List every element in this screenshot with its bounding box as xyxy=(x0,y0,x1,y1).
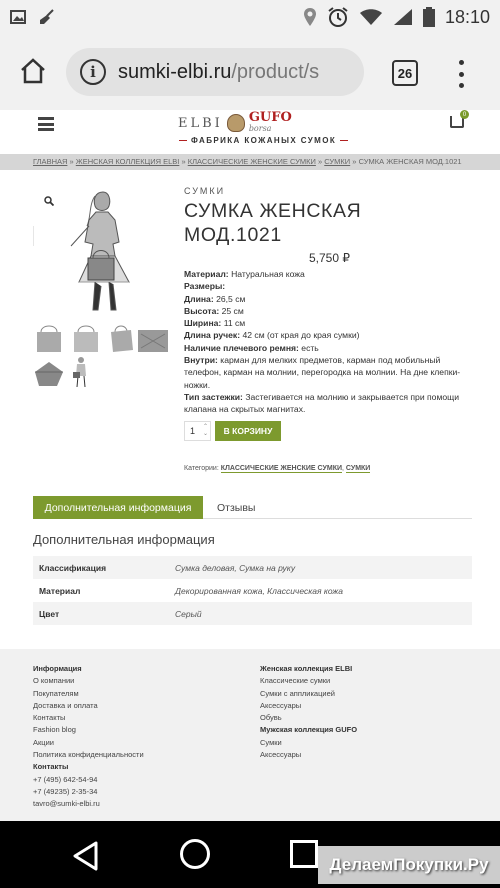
home-icon[interactable] xyxy=(18,56,48,86)
alarm-icon xyxy=(327,6,349,28)
breadcrumb-elbi[interactable]: ЖЕНСКАЯ КОЛЛЕКЦИЯ ELBI xyxy=(75,157,180,166)
table-row: Материал Декорированная кожа, Классическая кожа xyxy=(39,585,343,596)
footer-link[interactable]: Сумки xyxy=(260,737,282,747)
breadcrumb-bags[interactable]: СУМКИ xyxy=(324,157,351,166)
category-link-bags[interactable]: СУМКИ xyxy=(345,465,371,472)
wifi-icon xyxy=(359,8,383,26)
footer-link[interactable]: Сумки с аппликацией xyxy=(260,688,335,698)
thumbnail-2[interactable] xyxy=(70,322,102,354)
additional-info-title: Дополнительная информация xyxy=(33,532,215,547)
site-header xyxy=(0,110,500,154)
footer-link[interactable]: Контакты xyxy=(33,713,66,723)
quantity-stepper-icon[interactable]: ⌃ ⌄ xyxy=(202,424,208,437)
location-icon xyxy=(303,7,317,27)
table-row: Классификация Сумка деловая, Сумка на руку xyxy=(33,556,472,579)
add-to-cart-button[interactable]: В КОРЗИНУ xyxy=(215,421,281,441)
battery-icon xyxy=(423,7,435,27)
footer-email[interactable]: tavro@sumki-elbi.ru xyxy=(33,799,100,809)
recents-icon[interactable] xyxy=(290,840,318,868)
thumbnail-5[interactable] xyxy=(33,356,65,388)
product-title: СУМКА ЖЕНСКАЯ МОД.1021 xyxy=(184,200,362,246)
footer-link[interactable]: Политика конфиденциальности xyxy=(33,750,144,760)
thumbnail-1[interactable] xyxy=(33,322,65,354)
footer-col-collections: Женская коллекция ELBI Классические сумки Сумки с аппликацией Аксессуары Обувь Мужская коллекция GUFO Сумки Аксессуары xyxy=(260,663,357,761)
product-category: СУМКИ xyxy=(184,186,226,196)
thumbnail-6[interactable] xyxy=(70,356,92,388)
status-bar xyxy=(0,0,500,34)
owl-logo-icon xyxy=(227,114,245,132)
tab-reviews[interactable]: Отзывы xyxy=(217,501,256,514)
thumbnail-3[interactable] xyxy=(105,322,137,354)
address-bar[interactable] xyxy=(66,48,364,96)
footer-link[interactable]: Аксессуары xyxy=(260,700,302,710)
breadcrumb-current: СУМКА ЖЕНСКАЯ МОД.1021 xyxy=(358,157,462,166)
tab-additional-info[interactable]: Дополнительная информация xyxy=(33,496,203,519)
image-icon xyxy=(10,10,26,24)
footer-link[interactable]: Аксессуары xyxy=(260,750,302,760)
broom-icon xyxy=(38,8,56,26)
watermark: ДелаемПокупки.Ру xyxy=(318,846,500,884)
logo-elbi-text: ELBI xyxy=(178,115,223,131)
footer-link[interactable]: О компании xyxy=(33,676,75,686)
browser-toolbar xyxy=(0,34,500,110)
footer-link[interactable]: Fashion blog xyxy=(33,725,76,735)
footer-col-info: Информация О компании Покупателям Доставка и оплата Контакты Fashion blog Акции Политика конфиденциальности Контакты +7 (495) 642-54-94 +7 (49235) 2-35-34 tavro@sumki-elbi.ru xyxy=(33,663,144,811)
category-link-classic[interactable]: КЛАССИЧЕСКИЕ ЖЕНСКИЕ СУМКИ xyxy=(220,465,342,472)
status-time: 18:10 xyxy=(444,6,490,27)
product-description: Материал: Натуральная кожа Размеры: Длина: 26,5 см Высота: 25 см Ширина: 11 см Длина ручек: 42 см (от края до края сумки) Наличие плечевого ремня: есть Внутри: карман для мелких предметов, карман под мобильный телефон, карман на молнии, перегородка на молнии. На дне клепки-ножки. Тип застежки: Застегивается на молнию и закрывается при помощи клапана на скрытых магнитах. xyxy=(184,269,461,415)
logo-gufo xyxy=(249,112,292,134)
logo[interactable] xyxy=(178,112,292,134)
thumbnail-4[interactable] xyxy=(137,322,169,354)
hamburger-menu-icon[interactable] xyxy=(38,117,54,131)
logo-gufo-text: GUFO xyxy=(248,110,292,125)
footer-link[interactable]: Обувь xyxy=(260,713,282,723)
info-icon[interactable]: i xyxy=(80,59,106,85)
site-footer xyxy=(0,649,500,821)
tabs-button[interactable]: 26 xyxy=(392,60,418,86)
breadcrumb-classic[interactable]: КЛАССИЧЕСКИЕ ЖЕНСКИЕ СУМКИ xyxy=(187,157,316,166)
overflow-menu-icon[interactable] xyxy=(455,60,467,88)
tagline: ФАБРИКА КОЖАНЫХ СУМОК xyxy=(175,136,352,145)
zoom-icon[interactable] xyxy=(44,196,54,206)
cart-badge: 0 xyxy=(460,110,469,119)
logo-borsa-text: borsa xyxy=(248,124,272,133)
signal-icon xyxy=(393,8,413,26)
footer-phone[interactable]: +7 (49235) 2-35-34 xyxy=(33,786,98,796)
product-price: 5,750 ₽ xyxy=(309,251,350,265)
breadcrumb-home[interactable]: ГЛАВНАЯ xyxy=(33,157,68,166)
footer-link[interactable]: Покупателям xyxy=(33,688,79,698)
breadcrumb: ГЛАВНАЯ » ЖЕНСКАЯ КОЛЛЕКЦИЯ ELBI » КЛАССИЧЕСКИЕ ЖЕНСКИЕ СУМКИ » СУМКИ » СУМКА ЖЕНСКАЯ МОД.1021 xyxy=(0,154,500,170)
quantity-input[interactable]: 1 ⌃ ⌄ xyxy=(184,421,211,441)
footer-phone[interactable]: +7 (495) 642-54-94 xyxy=(33,774,98,784)
back-icon[interactable] xyxy=(72,841,100,871)
home-nav-icon[interactable] xyxy=(180,839,210,869)
url-path: /product/s xyxy=(231,60,320,83)
footer-link[interactable]: Доставка и оплата xyxy=(33,700,98,710)
product-main-image[interactable] xyxy=(33,186,173,318)
table-row: Цвет Серый xyxy=(33,602,472,625)
product-categories: Категории: КЛАССИЧЕСКИЕ ЖЕНСКИЕ СУМКИ, СУМКИ xyxy=(184,465,371,472)
footer-link[interactable]: Классические сумки xyxy=(260,676,331,686)
url-host: sumki-elbi.ru xyxy=(118,60,232,83)
attributes-table xyxy=(33,556,472,625)
footer-link[interactable]: Акции xyxy=(33,737,54,747)
